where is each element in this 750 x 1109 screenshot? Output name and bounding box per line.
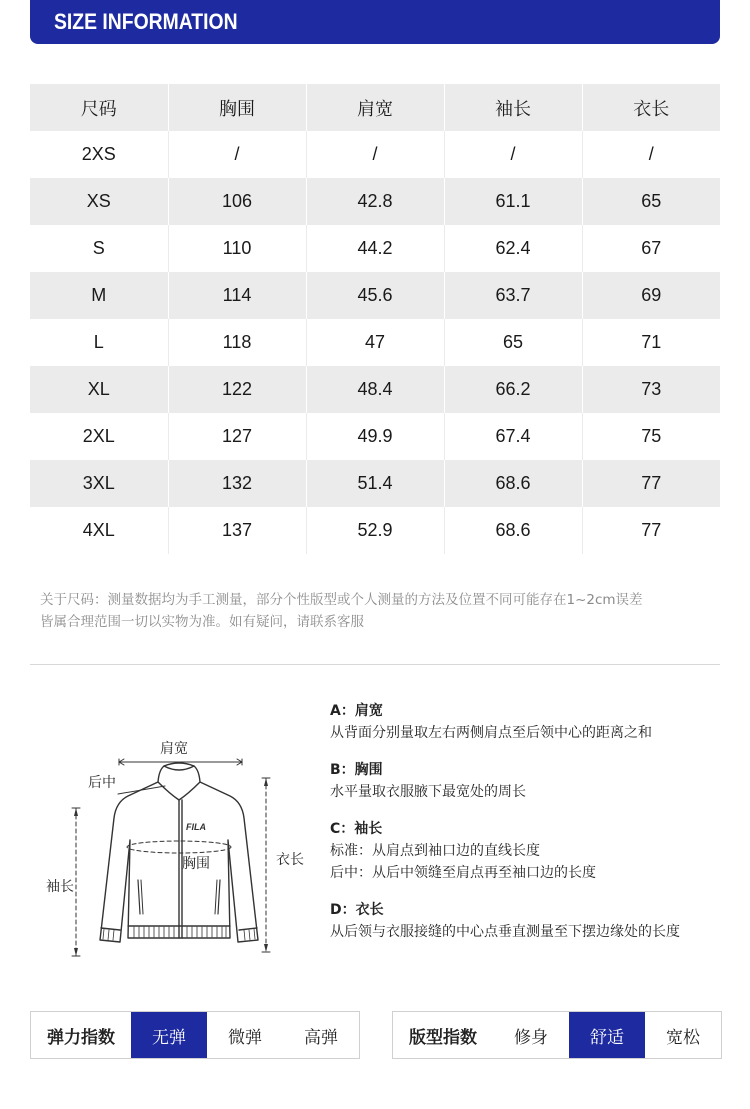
table-cell: 127 — [168, 413, 306, 460]
table-cell: / — [444, 131, 582, 178]
brand-logo: FILA — [186, 822, 206, 832]
table-cell: XL — [30, 366, 168, 413]
fit-index — [392, 1011, 722, 1059]
table-cell: 118 — [168, 319, 306, 366]
table-cell: 62.4 — [444, 225, 582, 272]
table-row — [30, 460, 720, 507]
table-cell: L — [30, 319, 168, 366]
measurement-descriptions — [330, 700, 720, 958]
measurement-note — [40, 589, 720, 633]
note-line: 皆属合理范围一切以实物为准。如有疑问，请联系客服 — [40, 614, 364, 630]
table-row — [30, 507, 720, 554]
description-text: 后中：从后中领缝至肩点再至袖口边的长度 — [330, 865, 596, 881]
column-header-chest: 胸围 — [168, 84, 306, 131]
table-cell: 67.4 — [444, 413, 582, 460]
fit-option-slim: 修身 — [514, 1027, 548, 1048]
sleeve-label: 袖长 — [46, 879, 74, 895]
jacket-measurement-diagram — [30, 690, 330, 980]
table-cell: 137 — [168, 507, 306, 554]
table-cell: / — [168, 131, 306, 178]
note-line: 关于尺码：测量数据均为手工测量，部分个性版型或个人测量的方法及位置不同可能存在1~2cm误差 — [40, 592, 643, 608]
table-cell: 49.9 — [306, 413, 444, 460]
table-cell: 42.8 — [306, 178, 444, 225]
table-cell: 51.4 — [306, 460, 444, 507]
section-divider — [30, 664, 720, 665]
description-text: 从后领与衣服接缝的中心点垂直测量至下摆边缘处的长度 — [330, 924, 680, 940]
table-cell: 3XL — [30, 460, 168, 507]
elasticity-option-none: 无弹 — [131, 1012, 207, 1058]
table-cell: 77 — [582, 460, 720, 507]
table-header-row — [30, 84, 720, 131]
fit-title: 版型指数 — [409, 1027, 477, 1048]
jacket-illustration — [30, 690, 330, 980]
table-cell: 68.6 — [444, 507, 582, 554]
elasticity-title: 弹力指数 — [47, 1027, 115, 1048]
description-sleeve — [330, 818, 720, 884]
table-cell: 69 — [582, 272, 720, 319]
table-cell: 61.1 — [444, 178, 582, 225]
table-cell: 65 — [444, 319, 582, 366]
elasticity-index — [30, 1011, 360, 1059]
table-cell: 45.6 — [306, 272, 444, 319]
table-row — [30, 272, 720, 319]
column-header-shoulder: 肩宽 — [306, 84, 444, 131]
elasticity-option-high: 高弹 — [304, 1027, 338, 1048]
size-table — [30, 84, 720, 554]
table-cell: 48.4 — [306, 366, 444, 413]
table-row — [30, 131, 720, 178]
description-shoulder — [330, 700, 720, 744]
column-header-length: 衣长 — [582, 84, 720, 131]
table-cell: 44.2 — [306, 225, 444, 272]
description-heading: C：袖长 — [330, 821, 383, 837]
length-label: 衣长 — [276, 852, 304, 868]
table-cell: / — [306, 131, 444, 178]
fit-option-loose: 宽松 — [666, 1027, 700, 1048]
table-cell: 122 — [168, 366, 306, 413]
fit-option-comfort: 舒适 — [569, 1012, 645, 1058]
table-cell: 66.2 — [444, 366, 582, 413]
table-cell: 114 — [168, 272, 306, 319]
elasticity-option-slight: 微弹 — [228, 1027, 262, 1048]
table-row — [30, 413, 720, 460]
table-cell: 2XL — [30, 413, 168, 460]
table-cell: 106 — [168, 178, 306, 225]
chest-label: 胸围 — [182, 856, 210, 872]
table-cell: 47 — [306, 319, 444, 366]
header-title: SIZE INFORMATION — [54, 9, 238, 34]
description-heading: A：肩宽 — [330, 703, 383, 719]
description-chest — [330, 759, 720, 803]
table-cell: 75 — [582, 413, 720, 460]
table-cell: M — [30, 272, 168, 319]
column-header-size: 尺码 — [30, 84, 168, 131]
description-text: 水平量取衣服腋下最宽处的周长 — [330, 784, 526, 800]
table-row — [30, 366, 720, 413]
table-cell: 65 — [582, 178, 720, 225]
back-center-label: 后中 — [88, 775, 116, 791]
table-cell: 67 — [582, 225, 720, 272]
table-row — [30, 178, 720, 225]
table-row — [30, 319, 720, 366]
header-banner — [30, 0, 720, 44]
column-header-sleeve: 袖长 — [444, 84, 582, 131]
description-heading: B：胸围 — [330, 762, 383, 778]
description-length — [330, 899, 720, 943]
table-cell: 68.6 — [444, 460, 582, 507]
table-cell: 63.7 — [444, 272, 582, 319]
description-heading: D：衣长 — [330, 902, 384, 918]
table-cell: XS — [30, 178, 168, 225]
table-cell: 73 — [582, 366, 720, 413]
table-cell: 71 — [582, 319, 720, 366]
table-cell: 77 — [582, 507, 720, 554]
table-cell: 2XS — [30, 131, 168, 178]
table-cell: S — [30, 225, 168, 272]
description-text: 从背面分别量取左右两侧肩点至后领中心的距离之和 — [330, 725, 652, 741]
table-cell: 132 — [168, 460, 306, 507]
description-text: 标准：从肩点到袖口边的直线长度 — [330, 843, 540, 859]
table-cell: 110 — [168, 225, 306, 272]
table-cell: 52.9 — [306, 507, 444, 554]
table-row — [30, 225, 720, 272]
table-cell: 4XL — [30, 507, 168, 554]
table-cell: / — [582, 131, 720, 178]
shoulder-label: 肩宽 — [160, 741, 188, 757]
